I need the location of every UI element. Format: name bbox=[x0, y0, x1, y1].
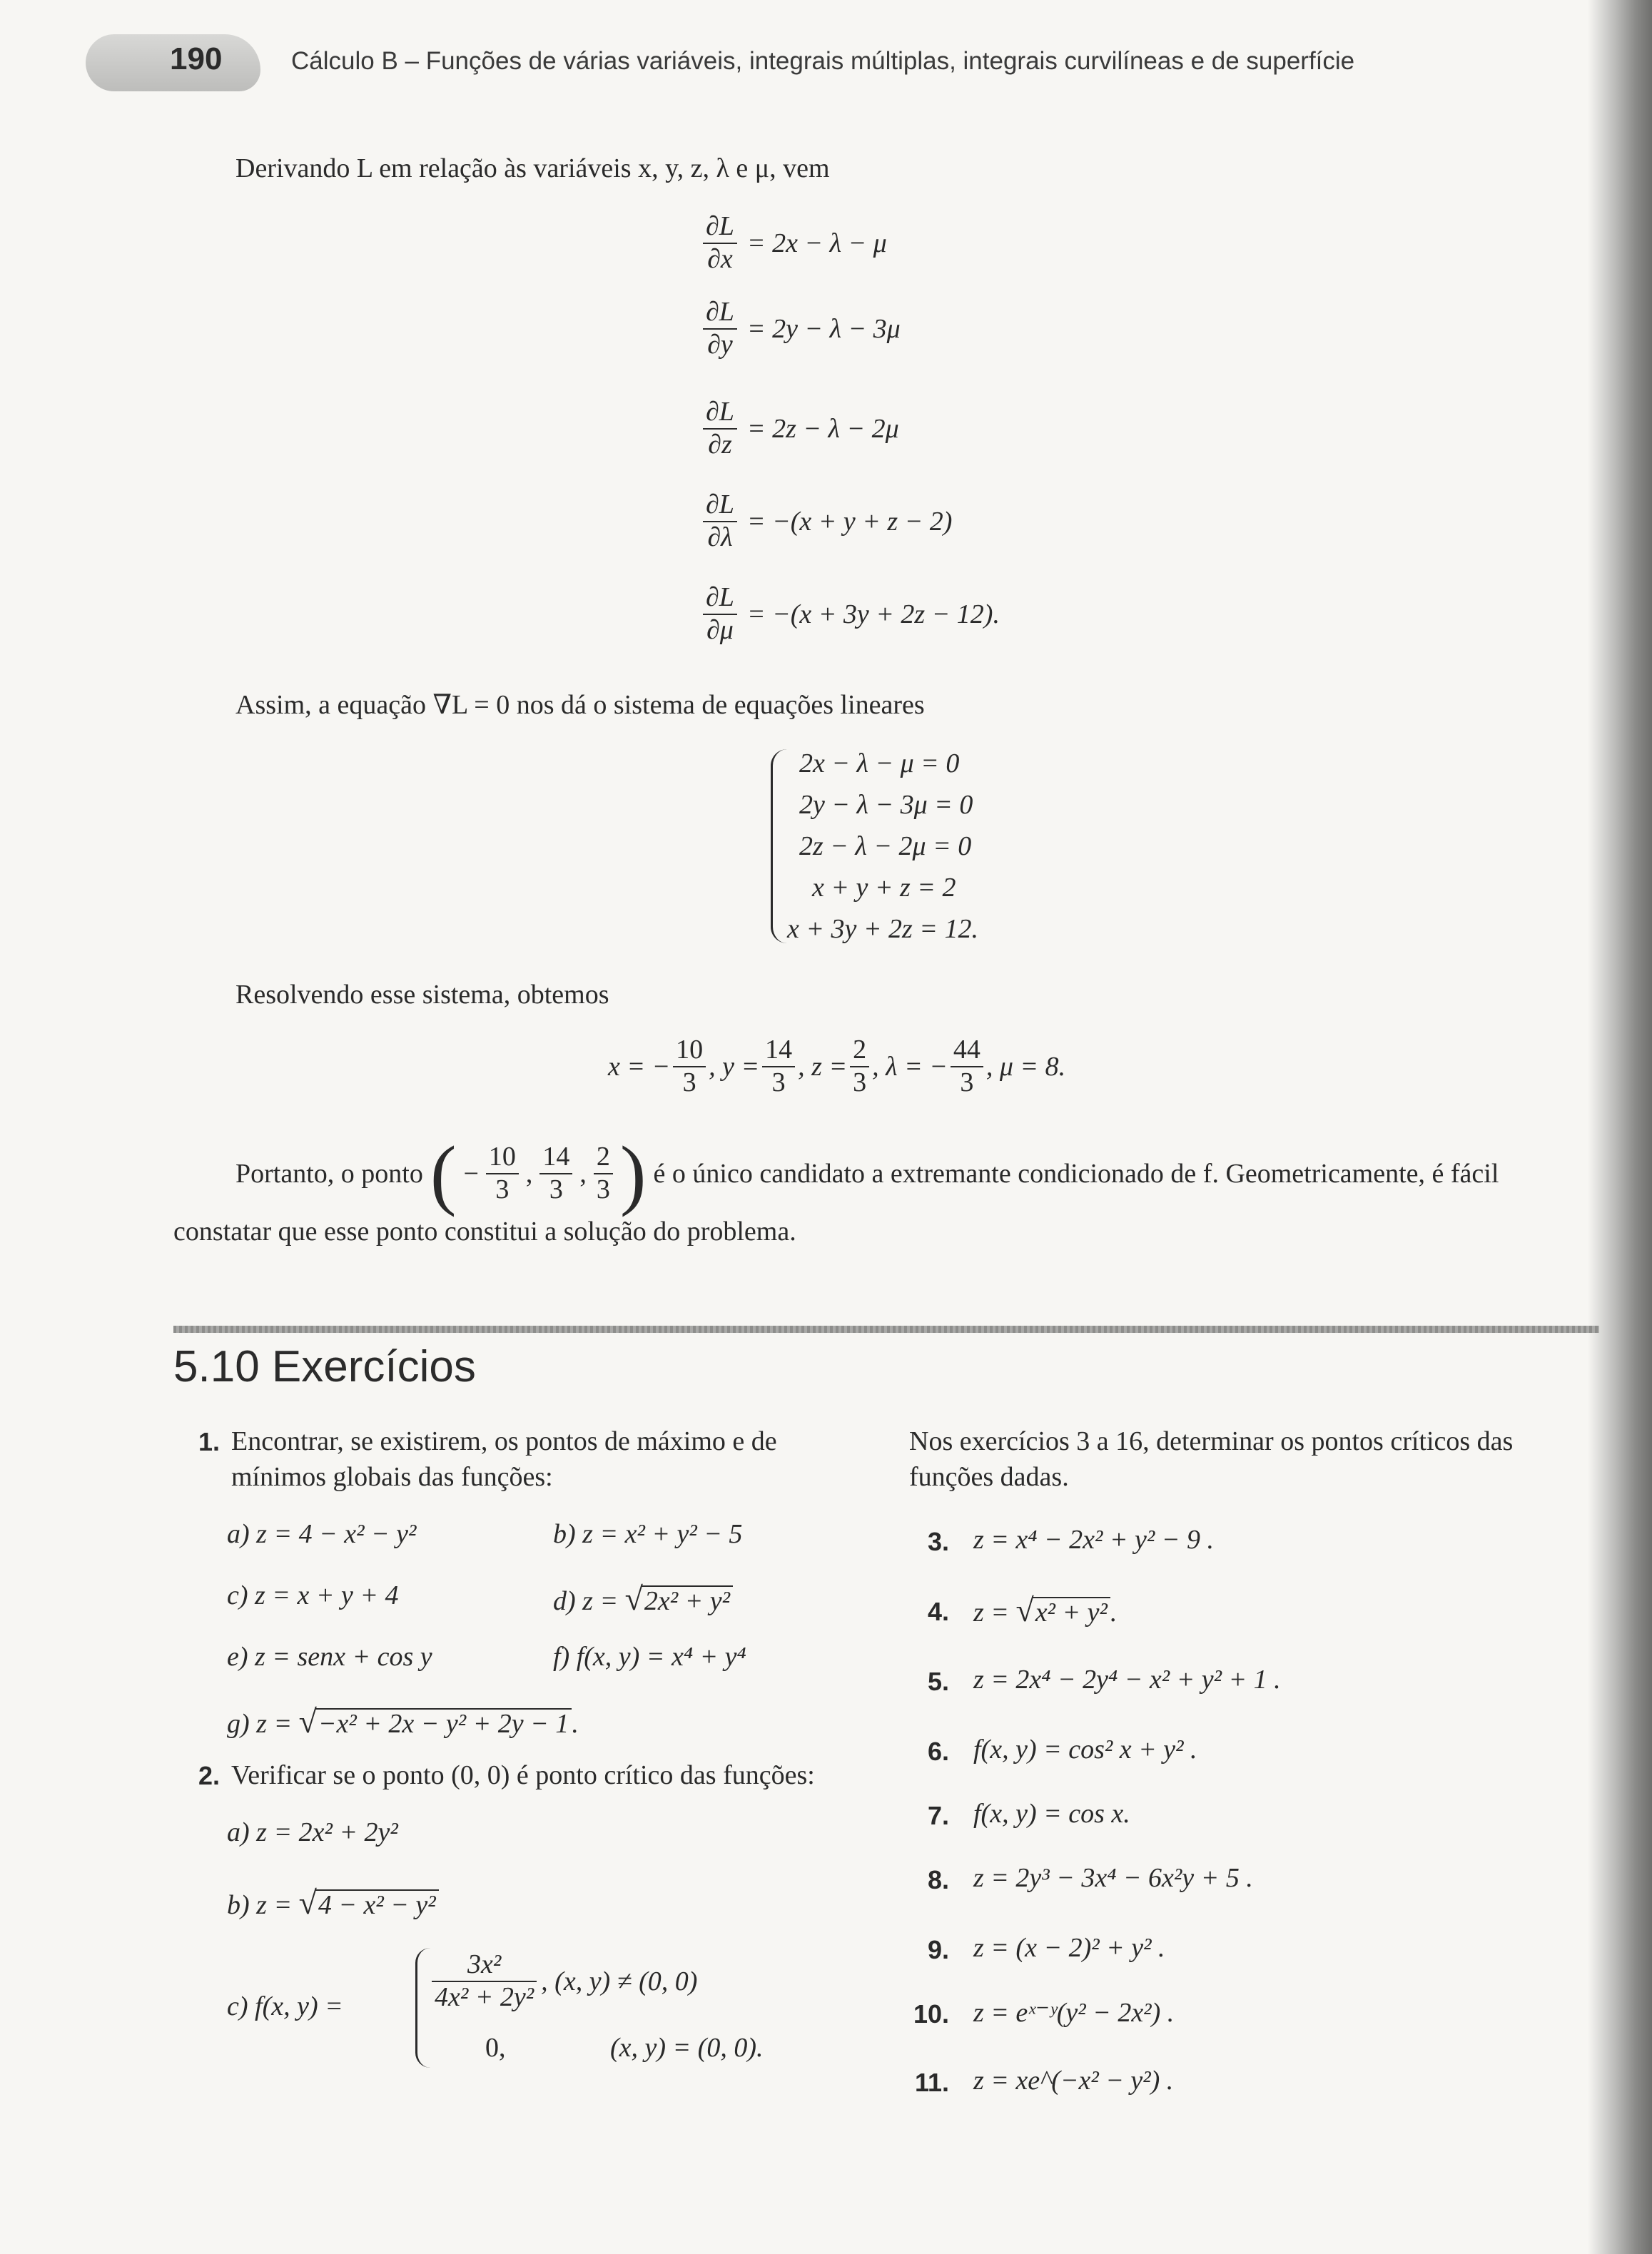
page-edge-shadow bbox=[1588, 0, 1652, 2254]
exercise-10: z = eˣ⁻ʸ(y² − 2x²) . bbox=[973, 1998, 1175, 2028]
exercise-2c-brace bbox=[415, 1948, 430, 2068]
exercise-1d: d) z = √2x² + y² bbox=[553, 1580, 733, 1618]
exercise-2c-label: c) f(x, y) = bbox=[227, 1991, 343, 2021]
exercise-1e: e) z = senx + cos y bbox=[227, 1642, 432, 1672]
portanto-line: Portanto, o ponto ( − $\frac{10}{3}$ , $\frac{14}{3}$ , $\frac{2}{3}$ ) é o único candidato a extremante condicionado de f. Geometricamente, é fácil bbox=[235, 1130, 1499, 1217]
exercise-7: f(x, y) = cos x. bbox=[973, 1799, 1130, 1829]
exercise-3-number: 3. bbox=[927, 1527, 949, 1556]
exercise-6-number: 6. bbox=[927, 1737, 949, 1766]
exercise-6: f(x, y) = cos² x + y² . bbox=[973, 1735, 1197, 1765]
exercise-2-number: 2. bbox=[198, 1761, 220, 1790]
assim-text: Assim, a equação ∇L = 0 nos dá o sistema de equações lineares bbox=[235, 690, 925, 720]
resolvendo-text: Resolvendo esse sistema, obtemos bbox=[235, 980, 609, 1010]
partial-lambda: $\frac{\partial L}{\partial\lambda}$ = −(x + y + z − 2) bbox=[703, 489, 952, 553]
exercise-3: z = x⁴ − 2x² + y² − 9 . bbox=[973, 1525, 1214, 1555]
system-eq-4: x + y + z = 2 bbox=[812, 873, 956, 903]
exercise-1a: a) z = 4 − x² − y² bbox=[227, 1519, 417, 1549]
partial-y: $\frac{\partial L}{\partial y}$ = 2y − λ − 3μ bbox=[703, 297, 901, 360]
section-title: 5.10 Exercícios bbox=[173, 1342, 476, 1391]
exercise-8-number: 8. bbox=[927, 1865, 949, 1894]
partial-x: $\frac{\partial L}{\partial x}$ = 2x − λ − μ bbox=[703, 211, 887, 275]
running-title: Cálculo B – Funções de várias variáveis, integrais múltiplas, integrais curvilíneas e de superfície bbox=[291, 47, 1355, 75]
exercise-1-text-line-2: mínimos globais das funções: bbox=[231, 1462, 553, 1492]
exercise-2-text: Verificar se o ponto (0, 0) é ponto crítico das funções: bbox=[231, 1760, 815, 1790]
exercise-2c-case-2: (x, y) = (0, 0). bbox=[610, 2033, 764, 2063]
exercise-1-number: 1. bbox=[198, 1427, 220, 1456]
exercise-9: z = (x − 2)² + y² . bbox=[973, 1933, 1165, 1963]
system-eq-3: 2z − λ − 2μ = 0 bbox=[799, 831, 972, 861]
system-eq-5: x + 3y + 2z = 12. bbox=[787, 914, 978, 944]
exercise-1g: g) z = √−x² + 2x − y² + 2y − 1 . bbox=[227, 1703, 579, 1740]
exercise-11: z = xe^(−x² − y²) . bbox=[973, 2066, 1174, 2096]
system-eq-1: 2x − λ − μ = 0 bbox=[799, 748, 960, 778]
exercise-4: z = √x² + y² . bbox=[973, 1592, 1118, 1628]
exercise-5-number: 5. bbox=[927, 1667, 949, 1696]
section-rule bbox=[173, 1326, 1599, 1333]
exercise-11-number: 11. bbox=[914, 2068, 949, 2097]
exercise-7-number: 7. bbox=[927, 1801, 949, 1830]
constatar-text: constatar que esse ponto constitui a solução do problema. bbox=[173, 1217, 796, 1247]
partial-mu: $\frac{\partial L}{\partial\mu}$ = −(x + 3y + 2z − 12). bbox=[703, 582, 1000, 646]
exercise-2c-zero: 0, bbox=[485, 2033, 506, 2063]
exercise-9-number: 9. bbox=[927, 1935, 949, 1964]
exercise-2c-case-1: $\frac{\text{3x²}}{\text{4x² + 2y²}}$ , (x, y) ≠ (0, 0) bbox=[432, 1949, 697, 2013]
exercise-2a: a) z = 2x² + 2y² bbox=[227, 1817, 398, 1847]
exercise-1f: f) f(x, y) = x⁴ + y⁴ bbox=[553, 1642, 746, 1672]
partial-z: $\frac{\partial L}{\partial z}$ = 2z − λ − 2μ bbox=[703, 397, 899, 460]
exercise-1-text-line-1: Encontrar, se existirem, os pontos de máximo e de bbox=[231, 1426, 777, 1456]
exercise-1b: b) z = x² + y² − 5 bbox=[553, 1519, 743, 1549]
solution-line: x = − $\frac{10}{3}$ , y = $\frac{14}{3}$ , z = $\frac{2}{3}$ , λ = − $\frac{44}{3}$ , μ = 8. bbox=[608, 1035, 1066, 1097]
page-number: 190 bbox=[170, 41, 223, 76]
derivando-text: Derivando L em relação às variáveis x, y, z, λ e μ, vem bbox=[235, 153, 830, 183]
exercise-10-number: 10. bbox=[913, 1999, 949, 2029]
exercise-1c: c) z = x + y + 4 bbox=[227, 1580, 399, 1610]
exercise-5: z = 2x⁴ − 2y⁴ − x² + y² + 1 . bbox=[973, 1665, 1281, 1695]
exercise-2b: b) z = √4 − x² − y² bbox=[227, 1884, 439, 1922]
exercises-intro-line-1: Nos exercícios 3 a 16, determinar os pontos críticos das bbox=[909, 1426, 1514, 1456]
system-brace bbox=[771, 749, 787, 943]
exercise-4-number: 4. bbox=[927, 1597, 949, 1626]
exercise-8: z = 2y³ − 3x⁴ − 6x²y + 5 . bbox=[973, 1863, 1253, 1893]
system-eq-2: 2y − λ − 3μ = 0 bbox=[799, 790, 973, 820]
exercises-intro-line-2: funções dadas. bbox=[909, 1462, 1069, 1492]
